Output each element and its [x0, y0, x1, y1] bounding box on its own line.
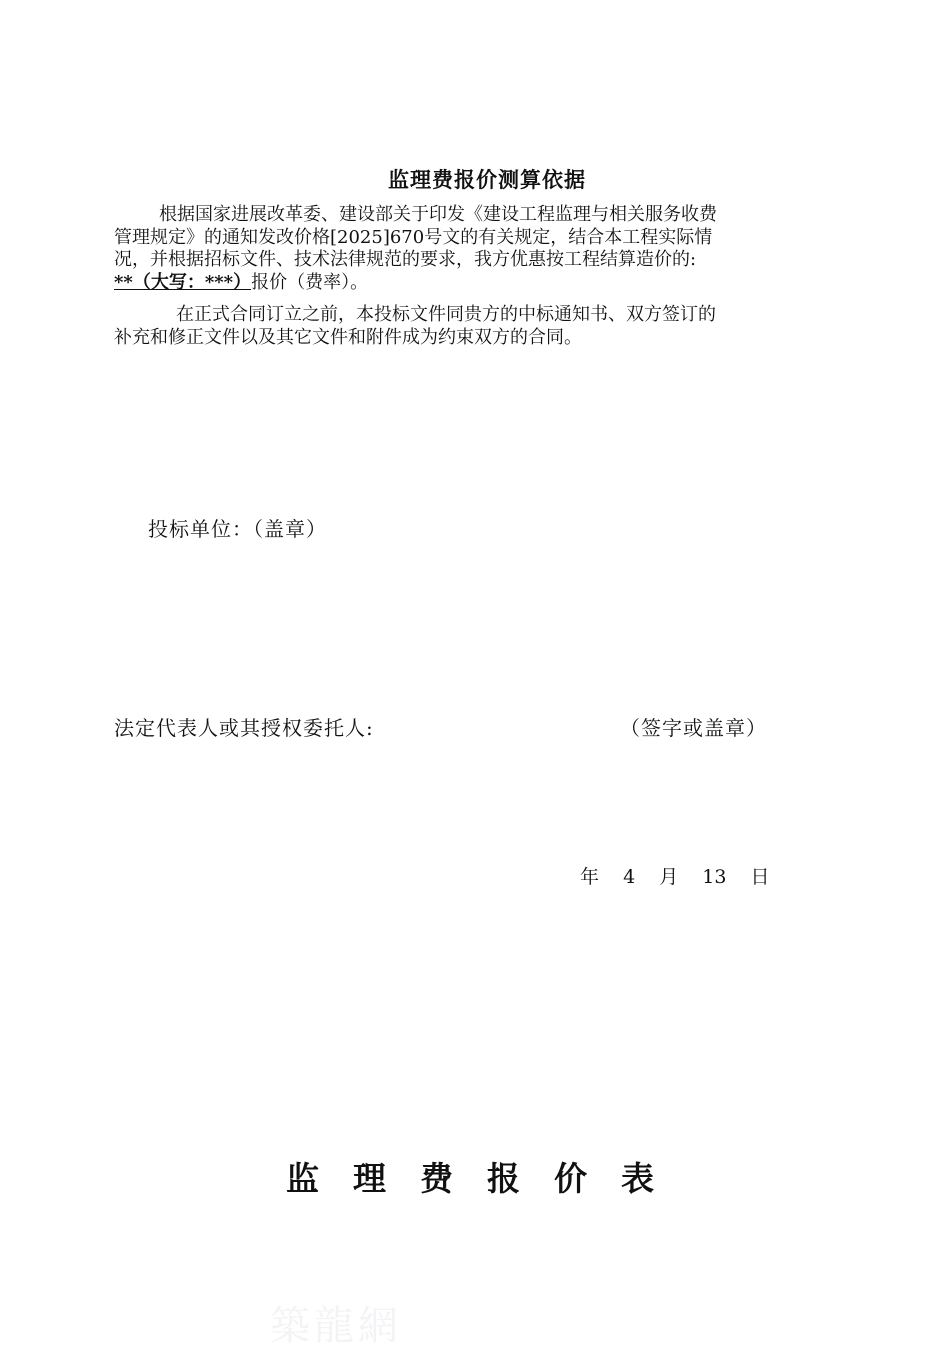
document-title: 监理费报价测算依据	[388, 167, 586, 192]
contract-line-2: 补充和修正文件以及其它文件和附件成为约束双方的合同。	[114, 326, 582, 348]
basis-line-4	[114, 272, 859, 295]
signature-label: （签字或盖章）	[620, 716, 767, 740]
date-day-num: 13	[702, 866, 727, 888]
date-month-num: 4	[623, 866, 636, 888]
representative-label: 法定代表人或其授权委托人:	[114, 716, 374, 740]
table-title: 监理费报价表	[286, 1159, 688, 1198]
date-day: 日	[750, 866, 770, 888]
price-suffix: 报价（费率）。	[251, 271, 369, 293]
watermark: 築龍網	[270, 1303, 402, 1349]
basis-line-1: 根据国家进展改革委、建设部关于印发《建设工程监理与相关服务收费	[159, 204, 717, 225]
date-month: 月	[659, 866, 679, 888]
contract-line-1: 在正式合同订立之前，本投标文件同贵方的中标通知书、双方签订的	[176, 304, 716, 325]
bidder-label: 投标单位：（盖章）	[148, 517, 327, 541]
price-blank: **（大写：***）	[114, 271, 252, 293]
basis-paragraph	[114, 204, 859, 294]
date-year: 年	[580, 866, 600, 888]
basis-line-2: 管理规定》的通知发改价格[2025]670号文的有关规定，结合本工程实际情	[114, 226, 713, 248]
basis-line-3: 况，并根据招标文件、技术法律规范的要求，我方优惠按工程结算造价的:	[114, 249, 697, 270]
date-line	[580, 862, 788, 889]
contract-paragraph	[114, 304, 859, 349]
